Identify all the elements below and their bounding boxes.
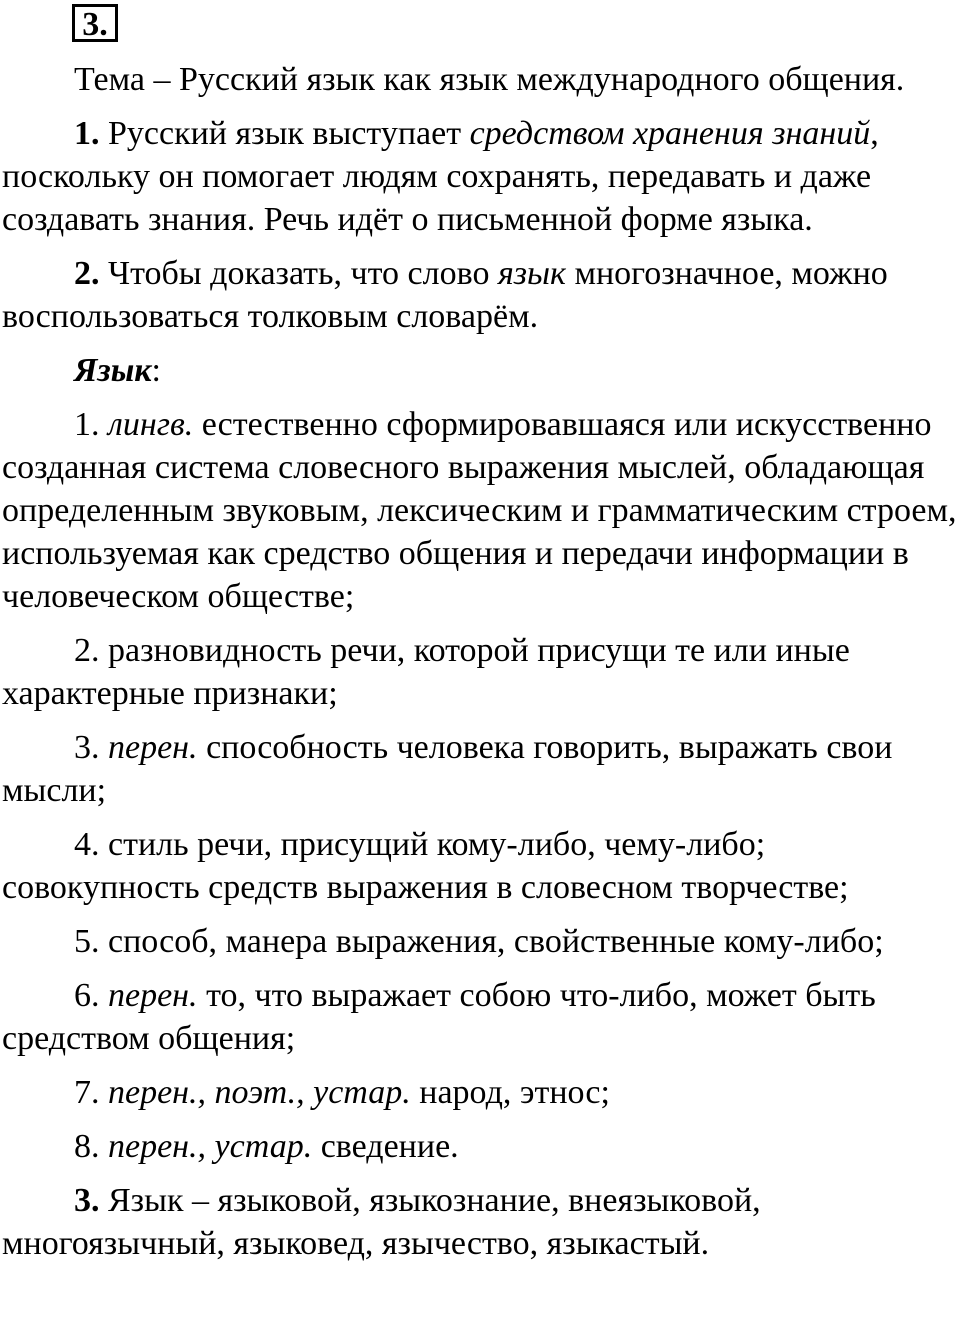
sense-text: народ, этнос;: [410, 1074, 610, 1111]
sense-mark: перен.: [108, 729, 198, 766]
dictionary-headword-line: [2, 349, 958, 392]
item-1-paragraph: [2, 112, 958, 241]
item-1-text-a: Русский язык выступает: [99, 115, 470, 152]
item-2-paragraph: [2, 252, 958, 338]
sense-text: разновидность речи, которой присущи те или иные характерные признаки;: [2, 632, 850, 712]
item-2-text-a: Чтобы доказать, что слово: [99, 255, 498, 292]
sense-number: 5.: [74, 923, 108, 960]
item-1-italic: средством хранения знаний: [469, 115, 871, 152]
sense-number: 8.: [74, 1128, 108, 1165]
sense-paragraph: [2, 403, 958, 618]
item-3-text: Язык – языковой, языкознание, внеязыковой, многоязычный, языковед, язычество, языкастый.: [2, 1182, 761, 1262]
sense-number: 7.: [74, 1074, 108, 1111]
sense-paragraph: [2, 1125, 958, 1168]
sense-text: естественно сформировавшаяся или искусственно созданная система словесного выражения мыслей, обладающая определенным звуковым, лексическим и грамматическим строем, используемая как средство общения и передачи информации в человеческом обществе;: [2, 406, 957, 615]
sense-number: 1.: [74, 406, 108, 443]
sense-mark: перен., устар.: [108, 1128, 313, 1165]
item-1-text-b: , поскольку он помогает людям сохранять, передавать и даже создавать знания. Речь идёт о письменной форме языка.: [2, 115, 879, 238]
document-body: [2, 58, 958, 1276]
sense-mark: лингв.: [108, 406, 194, 443]
item-2-text-b: многозначное, можно воспользоваться толковым словарём.: [2, 255, 888, 335]
sense-number: 3.: [74, 729, 108, 766]
item-3-paragraph: [2, 1179, 958, 1265]
item-1-number: 1.: [74, 115, 100, 152]
sense-paragraph: [2, 823, 958, 909]
sense-text: сведение.: [312, 1128, 459, 1165]
sense-paragraph: [2, 726, 958, 812]
sense-text: стиль речи, присущий кому-либо, чему-либо; совокупность средств выражения в словесном творчестве;: [2, 826, 849, 906]
item-3-number: 3.: [74, 1182, 100, 1219]
sense-number: 2.: [74, 632, 108, 669]
item-2-number: 2.: [74, 255, 100, 292]
sense-text: способность человека говорить, выражать свои мысли;: [2, 729, 893, 809]
topic-paragraph: Тема – Русский язык как язык международного общения.: [74, 61, 905, 98]
sense-text: то, что выражает собою что-либо, может быть средством общения;: [2, 977, 876, 1057]
headword-colon: :: [151, 352, 161, 389]
item-2-italic: язык: [497, 255, 566, 292]
sense-number: 6.: [74, 977, 108, 1014]
sense-text: способ, манера выражения, свойственные кому-либо;: [108, 923, 884, 960]
dictionary-headword: Язык: [74, 352, 152, 389]
sense-paragraph: [2, 629, 958, 715]
task-number-box: 3.: [72, 4, 118, 42]
sense-number: 4.: [74, 826, 108, 863]
sense-mark: перен.: [108, 977, 198, 1014]
sense-paragraph: [2, 920, 958, 963]
sense-mark: перен., поэт., устар.: [108, 1074, 411, 1111]
sense-paragraph: [2, 974, 958, 1060]
sense-paragraph: [2, 1071, 958, 1114]
